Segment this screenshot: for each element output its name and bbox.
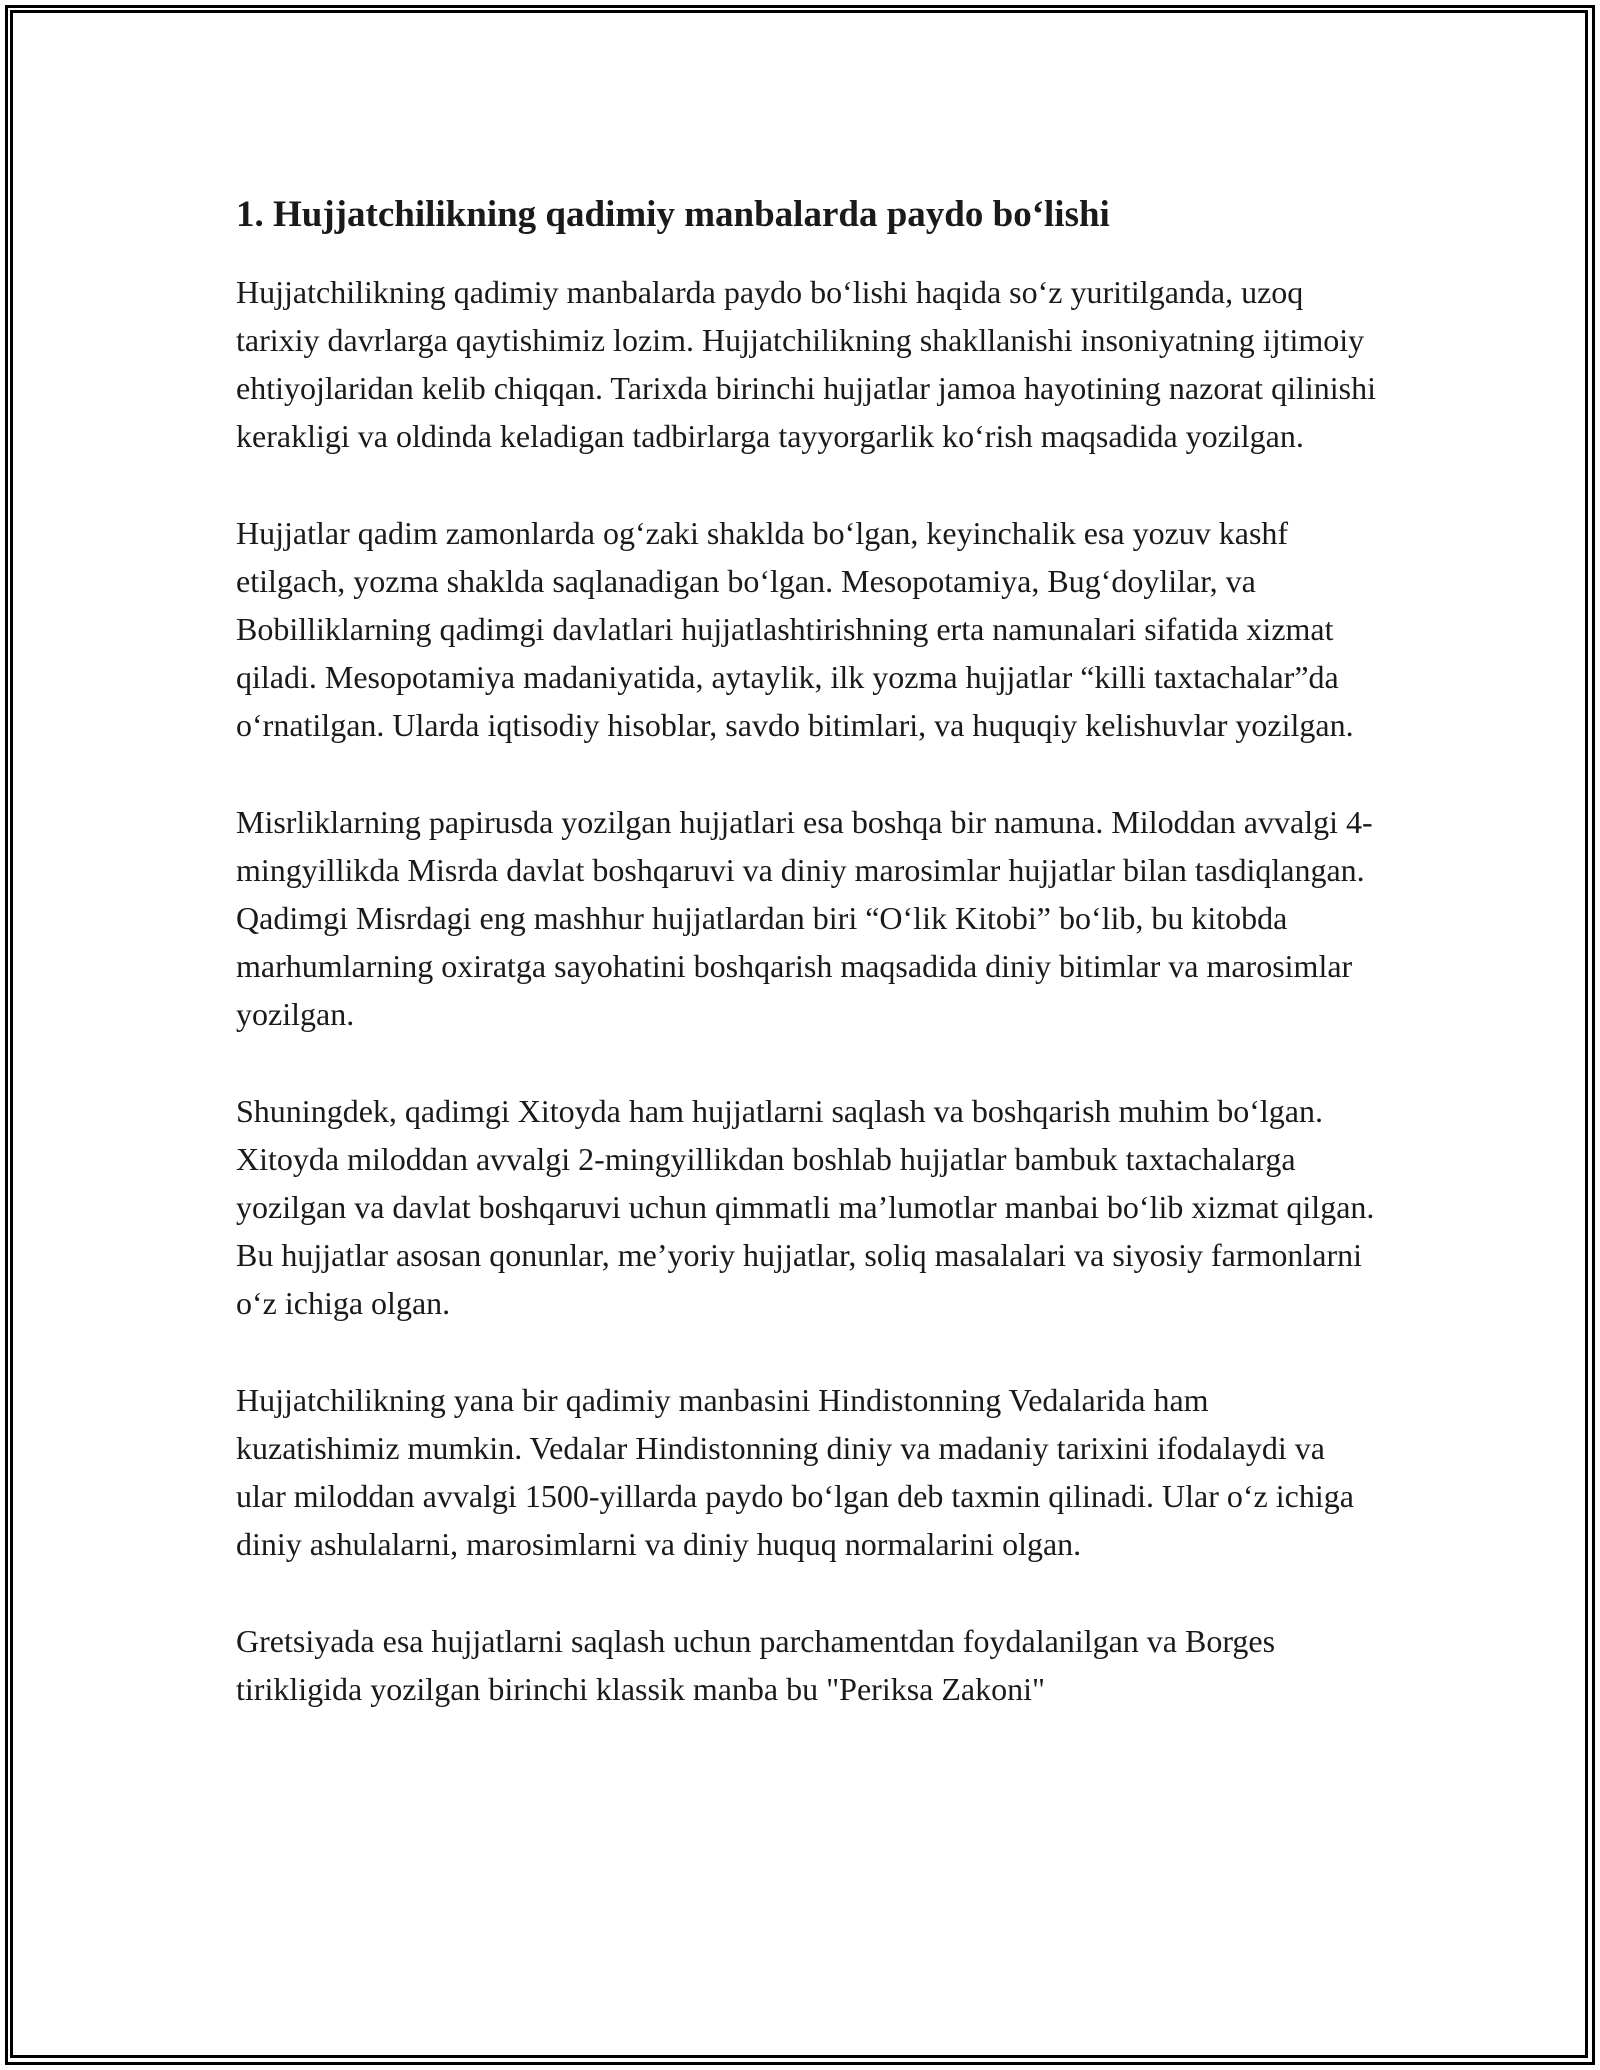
document-body [236, 186, 1376, 1713]
paragraph-6: Gretsiyada esa hujjatlarni saqlash uchun parchamentdan foydalanilgan va Borges tirikligida yozilgan birinchi klassik manba bu "Periksa Zakoni" [236, 1623, 1276, 1707]
paragraph-5: Hujjatchilikning yana bir qadimiy manbasini Hindistonning Vedalarida ham kuzatishimiz mumkin. Vedalar Hindistonning diniy va madaniy tarixini ifodalaydi va ular miloddan avvalgi 1500-yillarda paydo bo‘lgan deb taxmin qilinadi. Ular o‘z ichiga diniy ashulalarni, marosimlarni va diniy huquq normalarini olgan. [236, 1382, 1354, 1562]
paragraph-4: Shuningdek, qadimgi Xitoyda ham hujjatlarni saqlash va boshqarish muhim bo‘lgan. Xitoyda miloddan avvalgi 2-mingyillikdan boshlab hujjatlar bambuk taxtachalarga yozilgan va davlat boshqaruvi uchun qimmatli ma’lumotlar manbai bo‘lib xizmat qilgan. Bu hujjatlar asosan qonunlar, me’yoriy hujjatlar, soliq masalalari va siyosiy farmonlarni o‘z ichiga olgan. [236, 1093, 1375, 1321]
paragraph-3: Misrliklarning papirusda yozilgan hujjatlari esa boshqa bir namuna. Miloddan avvalgi 4-mingyillikda Misrda davlat boshqaruvi va diniy marosimlar hujjatlar bilan tasdiqlangan. Qadimgi Misrdagi eng mashhur hujjatlardan biri “O‘lik Kitobi” bo‘lib, bu kitobda marhumlarning oxiratga sayohatini boshqarish maqsadida diniy bitimlar va marosimlar yozilgan. [236, 804, 1373, 1032]
paragraph-2: Hujjatlar qadim zamonlarda og‘zaki shaklda bo‘lgan, keyinchalik esa yozuv kashf etilgach, yozma shaklda saqlanadigan bo‘lgan. Mesopotamiya, Bug‘doylilar, va Bobilliklarning qadimgi davlatlari hujjatlashtirishning erta namunalari sifatida xizmat qiladi. Mesopotamiya madaniyatida, aytaylik, ilk yozma hujjatlar “killi taxtachalar”da o‘rnatilgan. Ularda iqtisodiy hisoblar, savdo bitimlari, va huquqiy kelishuvlar yozilgan. [236, 515, 1354, 743]
paragraph-1: Hujjatchilikning qadimiy manbalarda paydo bo‘lishi haqida so‘z yuritilganda, uzoq tarixiy davrlarga qaytishimiz lozim. Hujjatchilikning shakllanishi insoniyatning ijtimoiy ehtiyojlaridan kelib chiqqan. Tarixda birinchi hujjatlar jamoa hayotining nazorat qilinishi kerakligi va oldinda keladigan tadbirlarga tayyorgarlik ko‘rish maqsadida yozilgan. [236, 274, 1376, 454]
section-heading: 1. Hujjatchilikning qadimiy manbalarda paydo bo‘lishi [236, 194, 1110, 235]
